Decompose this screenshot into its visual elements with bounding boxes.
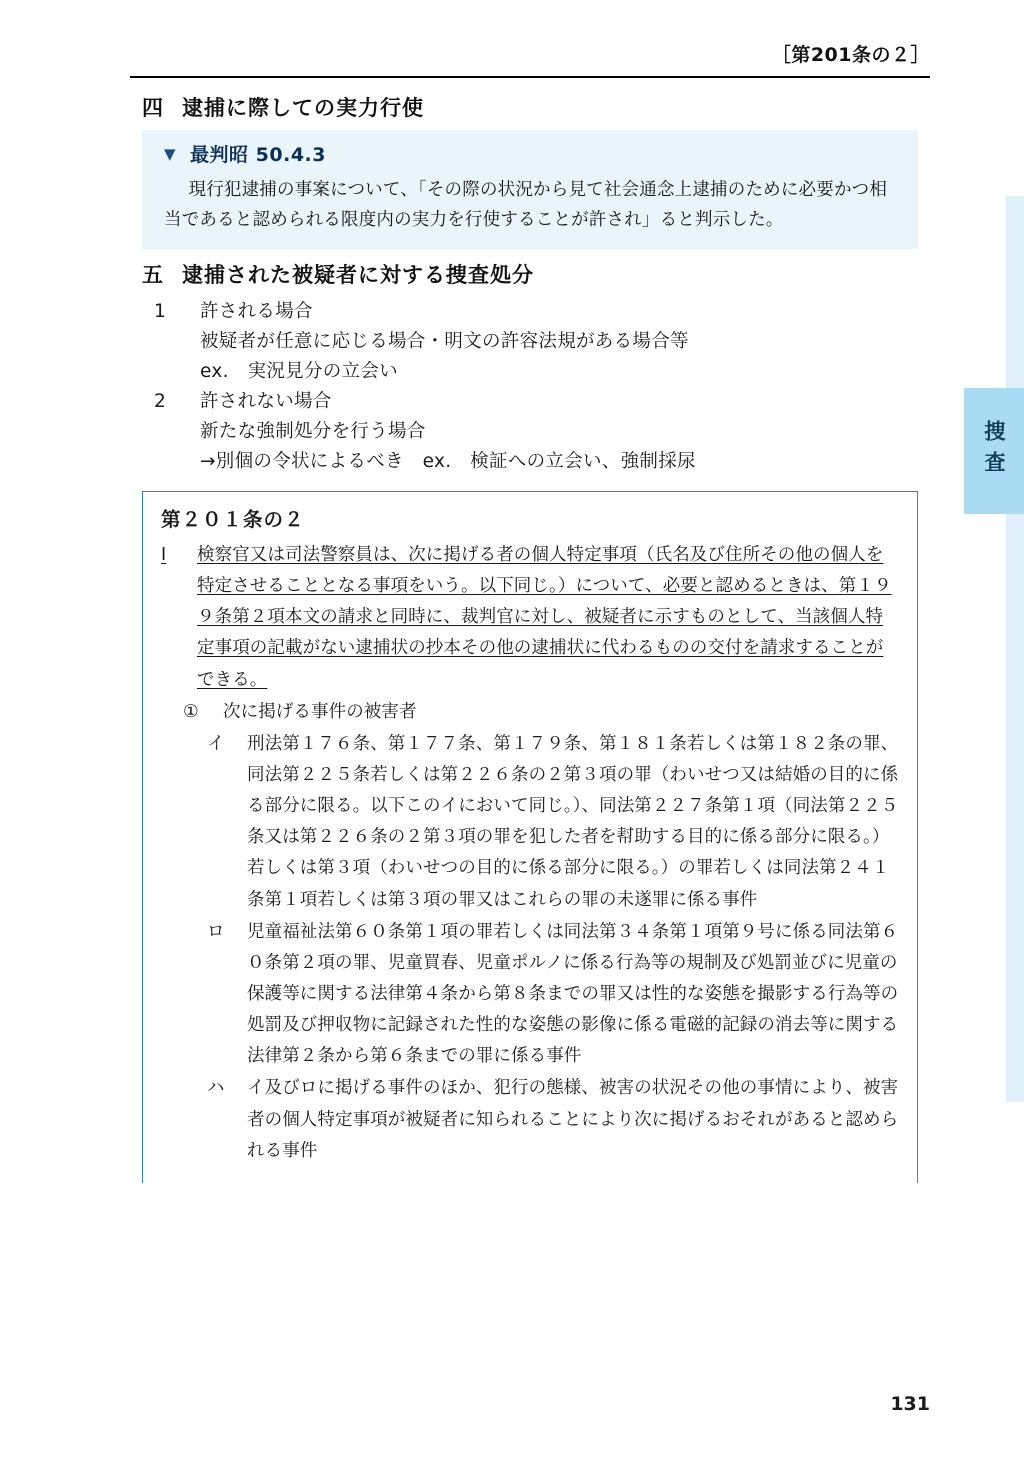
statute-title: 第２０１条の２ (161, 508, 305, 531)
list-item: 被疑者が任意に応じる場合・明文の許容法規がある場合等 (200, 331, 689, 353)
list-item-label: 許される場合 (200, 301, 313, 323)
list-item (154, 297, 930, 327)
side-margin-strip-bottom (1006, 514, 1024, 1102)
page-number: 131 (890, 1393, 930, 1415)
statute-paragraph (207, 1073, 899, 1166)
list-item-label: 許されない場合 (200, 391, 332, 413)
list-item: →別個の令状によるべき ex. 検証への立会い、強制採尿 (200, 451, 696, 473)
section-five-heading (142, 259, 930, 289)
section-four-heading (142, 92, 930, 122)
section-four-title: 逮捕に際しての実力行使 (182, 96, 424, 120)
statute-paragraph (183, 697, 899, 728)
header-divider (130, 76, 930, 78)
statute-paragraph-text: 検察官又は司法警察員は、次に掲げる者の個人特定事項（氏名及び住所その他の個人を特定させることとなる事項をいう。以下同じ。）について、必要と認めるときは、第１９９条第２項本文の請求と同時に、裁判官に対し、被疑者に示すものとして、当該個人特定事項の記載がない逮捕状の抄本その他の逮捕状に代わるものの交付を請求することができる。 (197, 545, 892, 690)
statute-paragraph (161, 540, 899, 696)
side-tab-label: 捜査 (982, 420, 1006, 482)
statute-paragraph-text: イ及びロに掲げる事件のほか、犯行の態様、被害の状況その他の事情により、被害者の個人特定事項が被疑者に知られることにより次に掲げるおそれがあると認められる事件 (247, 1078, 899, 1161)
statute-paragraph-text: 刑法第１７６条、第１７７条、第１７９条、第１８１条若しくは第１８２条の罪、同法第２２５条若しくは第２２６条の２第３項の罪（わいせつ又は結婚の目的に係る部分に限る。以下このイにおいて同じ。）、同法第２２７条第１項（同法第２２５条又は第２２６条の２第３項の罪を犯した者を幇助する目的に係る部分に限る。）若しくは第３項（わいせつの目的に係る部分に限る。）の罪若しくは同法第２４１条第１項若しくは第３項の罪又はこれらの罪の未遂罪に係る事件 (247, 733, 899, 910)
section-four-number: 四 (142, 96, 164, 120)
list-item-marker: 2 (154, 391, 167, 413)
list-item: 新たな強制処分を行う場合 (200, 421, 426, 443)
list-item: ex. 実況見分の立会い (200, 361, 398, 383)
statute-paragraph-marker: Ⅰ (161, 545, 167, 565)
section-five-outline (154, 297, 930, 477)
statute-paragraph-marker: ハ (207, 1078, 225, 1099)
judgment-title-row (164, 140, 896, 167)
statute-paragraph-text: 児童福祉法第６０条第１項の罪若しくは同法第３４条第１項第９号に係る同法第６０条第２項の罪、児童買春、児童ポルノに係る行為等の規制及び処罰並びに児童の保護等に関する法律第４条から第８条までの罪又は性的な姿態を撮影する行為等の処罰及び押収物に記録された性的な姿態の影像に係る電磁的記録の消去等に関する法律第２条から第６条までの罪に係る事件 (247, 921, 899, 1067)
judgment-callout (142, 130, 918, 249)
section-five-title: 逮捕された被疑者に対する捜査処分 (182, 263, 534, 288)
list-item (154, 387, 930, 417)
side-margin-strip-top (1006, 196, 1024, 388)
running-head: ［第201条の２］ (771, 44, 930, 66)
statute-paragraph (207, 729, 899, 916)
statute-box (142, 491, 918, 1183)
section-five-number: 五 (142, 263, 164, 288)
side-tab-investigation[interactable] (964, 388, 1024, 514)
judgment-body-text: 現行犯逮捕の事案について、「その際の状況から見て社会通念上逮捕のために必要かつ相当であると認められる限度内の実力を行使することが許され」ると判示した。 (164, 180, 888, 231)
triangle-down-icon: ▼ (164, 145, 177, 163)
statute-paragraph-marker: ロ (207, 921, 225, 942)
list-item-marker: 1 (154, 301, 167, 323)
statute-paragraph-marker: イ (207, 733, 225, 754)
statute-paragraph-text: 次に掲げる事件の被害者 (223, 701, 417, 722)
judgment-case-label: 最判昭 50.4.3 (190, 144, 326, 166)
statute-paragraph-marker: ① (183, 701, 199, 722)
page-content (130, 88, 930, 1183)
statute-paragraph (207, 917, 899, 1073)
